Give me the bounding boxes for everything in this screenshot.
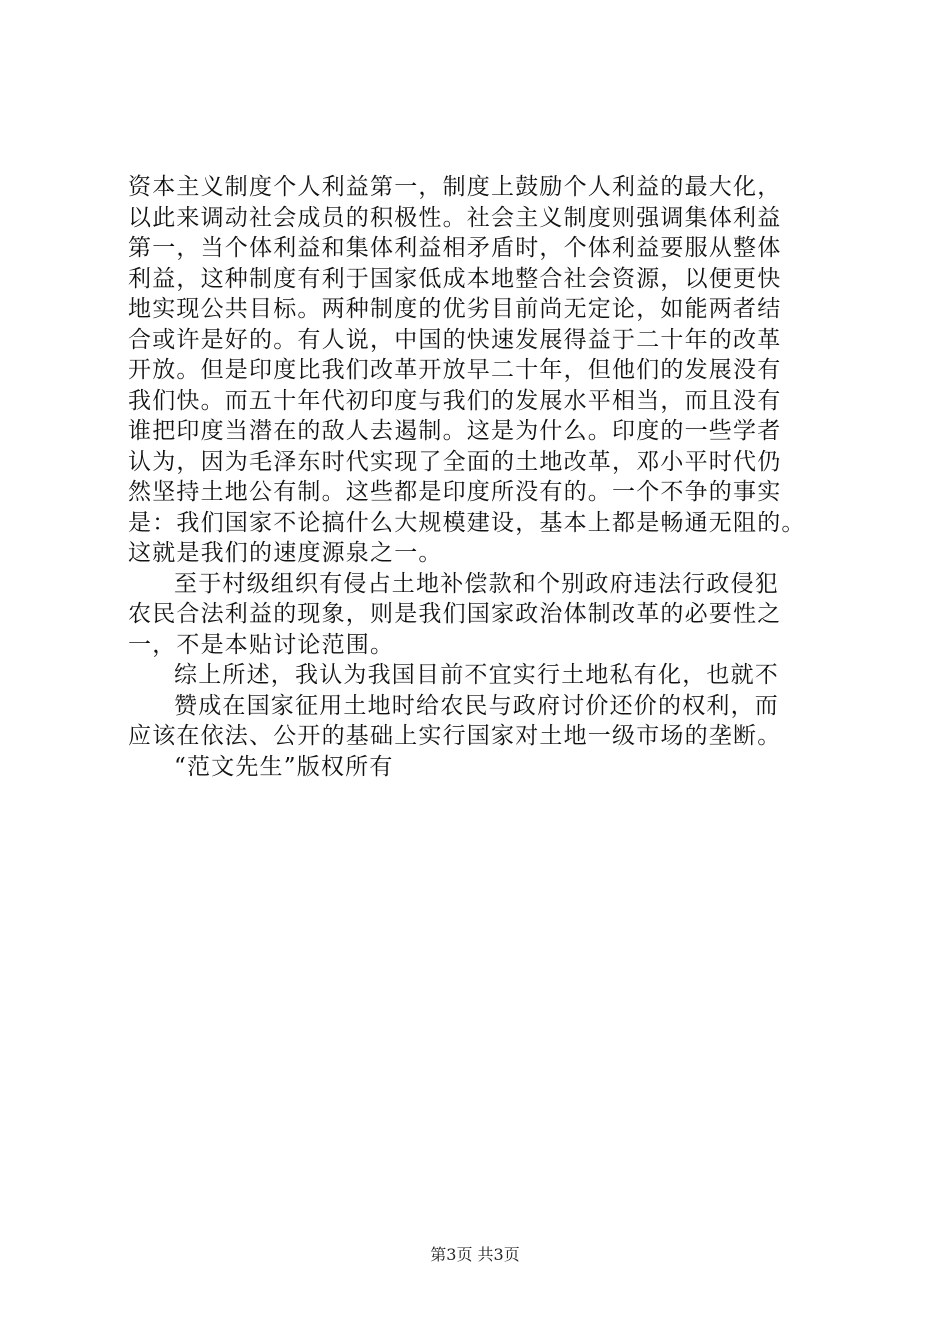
text-line: 一，不是本贴讨论范围。 — [128, 631, 395, 658]
text-line: 应该在依法、公开的基础上实行国家对土地一级市场的垄断。 — [128, 723, 782, 749]
text-line: 利益，这种制度有利于国家低成本地整合社会资源，以便更快 — [128, 265, 782, 292]
text-line: 以此来调动社会成员的积极性。社会主义制度则强调集体利益 — [128, 204, 782, 231]
text-line: 赞成在国家征用土地时给农民与政府讨价还价的权利，而 — [174, 692, 779, 719]
paragraph-first-line: 综上所述，我认为我国目前不宜实行土地私有化，也就不 — [174, 662, 779, 688]
text-line: 认为，因为毛泽东时代实现了全面的土地改革，邓小平时代仍 — [128, 448, 782, 475]
copyright-line: “范文先生”版权所有 — [174, 753, 394, 780]
text-line: 开放。但是印度比我们改革开放早二十年，但他们的发展没有 — [128, 357, 782, 383]
document-body — [128, 172, 848, 782]
text-line: 是：我们国家不论搞什么大规模建设，基本上都是畅通无阻的。 — [128, 509, 806, 536]
text-line: 谁把印度当潜在的敌人去遏制。这是为什么。印度的一些学者 — [128, 418, 782, 444]
page-number: 第3页 共3页 — [430, 1245, 520, 1264]
text-line: 合或许是好的。有人说，中国的快速发展得益于二十年的改革 — [128, 326, 782, 353]
text-line: 地实现公共目标。两种制度的优劣目前尚无定论，如能两者结 — [128, 296, 782, 322]
text-line: 然坚持土地公有制。这些都是印度所没有的。一个不争的事实 — [128, 479, 782, 505]
paragraph-first-line: 至于村级组织有侵占土地补偿款和个别政府违法行政侵犯 — [174, 570, 779, 597]
text-line: 第一，当个体利益和集体利益相矛盾时，个体利益要服从整体 — [128, 235, 782, 261]
text-line: 我们快。而五十年代初印度与我们的发展水平相当，而且没有 — [128, 387, 782, 414]
text-line: 这就是我们的速度源泉之一。 — [128, 540, 443, 566]
text-line: 农民合法利益的现象，则是我们国家政治体制改革的必要性之 — [128, 601, 782, 627]
page-footer — [0, 1244, 950, 1266]
text-line: 资本主义制度个人利益第一，制度上鼓励个人利益的最大化， — [128, 174, 782, 200]
